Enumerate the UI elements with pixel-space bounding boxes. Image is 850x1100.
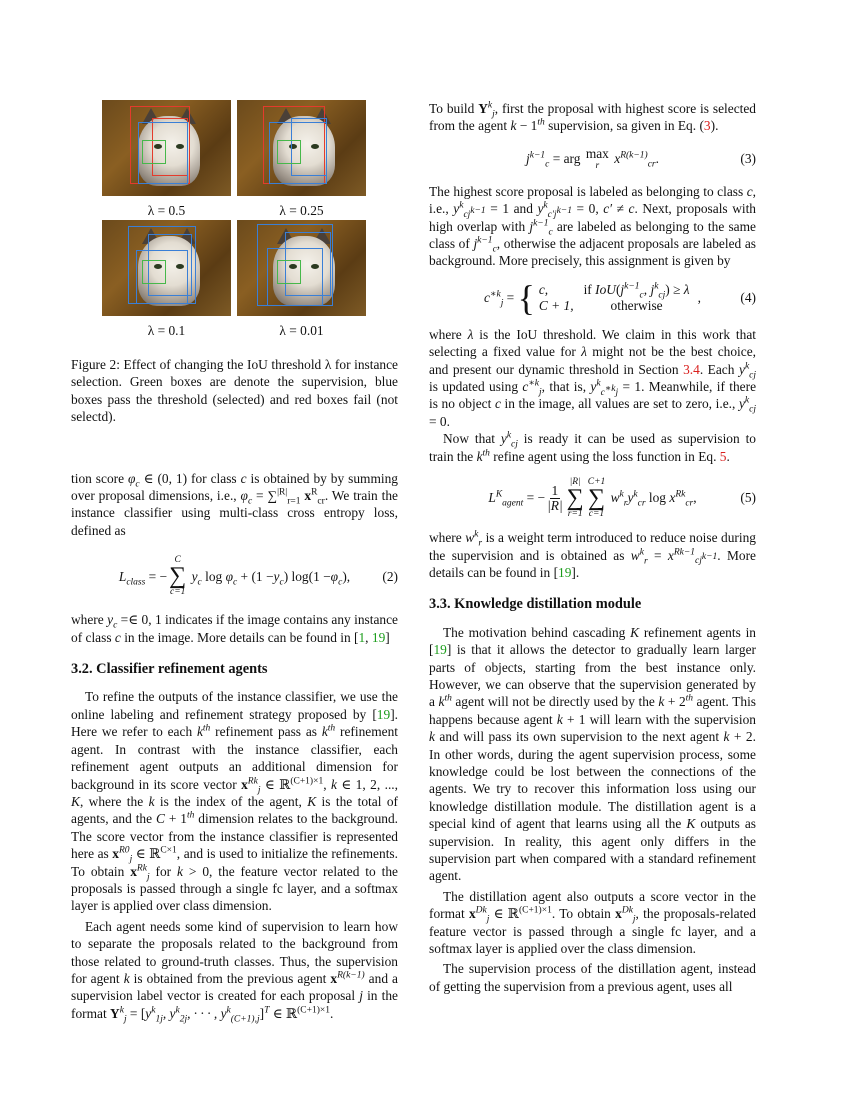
figure-panel-lambda-0.25 [237, 100, 366, 196]
green-box [142, 140, 166, 164]
citation-link[interactable]: 19 [558, 564, 572, 580]
paragraph-distillation-agent: The distillation agent also outputs a score vector in the format $x^{Dk}_j$ ∈ ℝ$^{(C+1)\times 1}$. To obtain $x^{Dk}_j$, the proposals-related feature vector is passed through a single fc layer, and a softmax layer is applied over the class dimension. [429, 888, 756, 957]
case-condition-label: if [583, 281, 592, 297]
citation-link[interactable]: 1 [358, 629, 366, 645]
paragraph-refinement-agents: To refine the outputs of the instance classifier, we use the online labeling and refinement strategy proposed by [19]. Here we refer to each $k^{th}$ refinement pass as $k^{th}$ refinement agent. In contrast with the instance classifier, each refinement agent outputs an additional dimension for background in its score vector $x^{Rk}_j$ ∈ ℝ$^{(C+1)\times 1}$, k ∈ 1, 2, ..., K, where the k is the index of the agent, K is the total of agents, and the C + 1th dimension relates to the background. The score vector from the instance classifier is represented here as $x^{R0}_j$ ∈ ℝ$^{C\times 1}$, and is used to initialize the refinements. To obtain $x^{Rk}_j$ for k > 0, the feature vector related to the proposals is passed through a single fc layer, and a softmax layer is applied over class dimension. [71, 689, 399, 914]
section-heading-3.3: 3.3. Knowledge distillation module [429, 596, 642, 613]
section-reference-link[interactable]: 3.4 [683, 361, 700, 377]
label-lambda-0.25: λ = 0.25 [279, 203, 324, 218]
figure-panel-lambda-0.01 [237, 220, 366, 316]
equation-reference-link[interactable]: 3 [703, 118, 711, 134]
label-lambda-0.01: λ = 0.01 [279, 323, 324, 338]
equation-reference-link[interactable]: 5 [719, 448, 727, 464]
equation-number: (3) [740, 151, 756, 167]
equation-3: $j^{k-1}_c$ = arg max r $x^{R(k-1)}_{cr}$ . (3) [526, 145, 756, 171]
paragraph-highest-score: The highest score proposal is labeled as belonging to class c, i.e., $y^k_{cj^{k-1}} = 1$ and $y^k_{c'j^{k-1}} = 0$, c′ ≠ c. Next, proposals with high overlap with $j^{k-1}_c$ are labeled as belonging to the same class of $j^{k-1}_c$, otherwise the adjacent proposals are labeled as background. More precisely, this assignment is given by [429, 183, 757, 269]
case-value: C + 1, [538, 297, 574, 313]
label-lambda-0.1: λ = 0.1 [147, 323, 186, 338]
green-box [277, 140, 301, 164]
figure-caption: Figure 2: Effect of changing the IoU threshold λ for instance selection. Green boxes are denote the supervision, blue boxes pass the threshold (selected) and red boxes fail (not selectd). [71, 357, 398, 425]
green-box [277, 260, 301, 284]
figure-panel-lambda-0.1 [102, 220, 231, 316]
equation-number: (2) [382, 568, 398, 584]
green-box [142, 260, 166, 284]
paragraph-build-y: To build $Y^k_j$, first the proposal with highest score is selected from the agent k − 1th supervision, sa given in Eq. (3). [429, 100, 756, 134]
equation-number: (4) [740, 290, 756, 306]
paragraph-classification-score: tion score $\varphi_c$ ∈ (0, 1) for class c is obtained by by summing over proposal dimensions, i.e., $\varphi_c = \sum^{|R|}_{r=1}$ $x^R_{cr}$. We train the instance classifier using multi-class cross entropy loss, defined as [71, 470, 398, 538]
equation-4: $c^{∗k}_j$ = { c, if $IoU(j^{k-1}_c$, $j^k_{cj}) \ge \lambda$ C + 1, otherwise , (4) [484, 277, 756, 318]
equation-5: $L^K_{agent}$ = − $\frac{1}{|R|}$ |R| ∑ r=1 C+1 ∑ c=1 $w^k_ry^k_{cr}$ log $x^{Rk}_{cr}$ , (5) [488, 477, 756, 520]
left-column [71, 100, 399, 1025]
equation-2: $L_{class}$ = − C ∑ c=1 $y_c$ log $\varphi_c$ + (1 − $y_c$ ) log(1 − $\varphi_c$ ), (2) [118, 555, 398, 598]
paragraph-motivation: The motivation behind cascading K refinement agents in [19] is that it allows the detector to gradually learn larger parts of objects, starting from the best instance only. However, we can observe that the supervision generated by a $k^{th}$ agent will not be directly used by the k + 2th agent. This happens because agent k + 1 will learn with the supervision k and will pass its own supervision to the next agent k + 2. In other words, during the agent supervision process, some knowledge could be lost between the connections of the agents. We try to recover this information loss using our knowledge distillation module. The distillation agent is a special kind of agent that learns using all the K outputs as supervision. In reality, this agent only differs in the supervision part when compared with a standard refinement agent. [429, 624, 757, 884]
right-column [429, 100, 756, 995]
equation-number: (5) [740, 490, 756, 506]
citation-link[interactable]: 19 [433, 642, 447, 658]
figure-2 [102, 100, 367, 346]
case-value: c, [538, 281, 549, 297]
paragraph-supervision-process: The supervision process of the distillation agent, instead of getting the supervision from a previous agent, uses all [429, 961, 756, 994]
section-heading-3.2: 3.2. Classifier refinement agents [71, 661, 268, 678]
paragraph-after-eq2: where $y_c$ =∈ 0, 1 indicates if the image contains any instance of class c in the image. More details can be found in [1, 19] [71, 612, 399, 645]
paragraph-supervision: Each agent needs some kind of supervision to learn how to separate the proposals related to the background from those related to ground-truth classes. Thus, the supervision for agent k is obtained from the previous agent $x^{R(k-1)}$ and a supervision label vector is created for each proposal j in the format $Y^k_j = [y^k_{1j}$, $y^k_{2j}$, · · · , $y^k_{(C+1),j}]^T$ ∈ ℝ$^{(C+1)\times 1}$. [71, 918, 398, 1025]
label-lambda-0.5: λ = 0.5 [147, 203, 186, 218]
case-condition-label: otherwise [610, 297, 663, 313]
paragraph-iou-threshold: where λ is the IoU threshold. We claim in this work that selecting a fixed value for λ might not be the best choice, and present our dynamic threshold in Section 3.4. Each $y^k_{cj}$ is updated using $c^{∗k}_j$, that is, $y^k_{c^{∗k}j} = 1$. Meanwhile, if there is no object c in the image, all values are set to zero, i.e., $y^k_{cj} = 0$. [429, 326, 757, 429]
paragraph-weight-term: where $w^k_r$ is a weight term introduced to reduce noise during the supervision and is obtained as $w^k_r = x^{Rk-1}_{cj^{k-1}}$. More details can be found in [19]. [429, 529, 757, 580]
citation-link[interactable]: 19 [376, 706, 391, 722]
citation-link[interactable]: 19 [371, 629, 386, 645]
paragraph-now-that: Now that $y^k_{cj}$ is ready it can be used as supervision to train the $k^{th}$ refine agent using the loss function in Eq. 5. [429, 430, 756, 464]
figure-panel-lambda-0.5 [102, 100, 231, 196]
